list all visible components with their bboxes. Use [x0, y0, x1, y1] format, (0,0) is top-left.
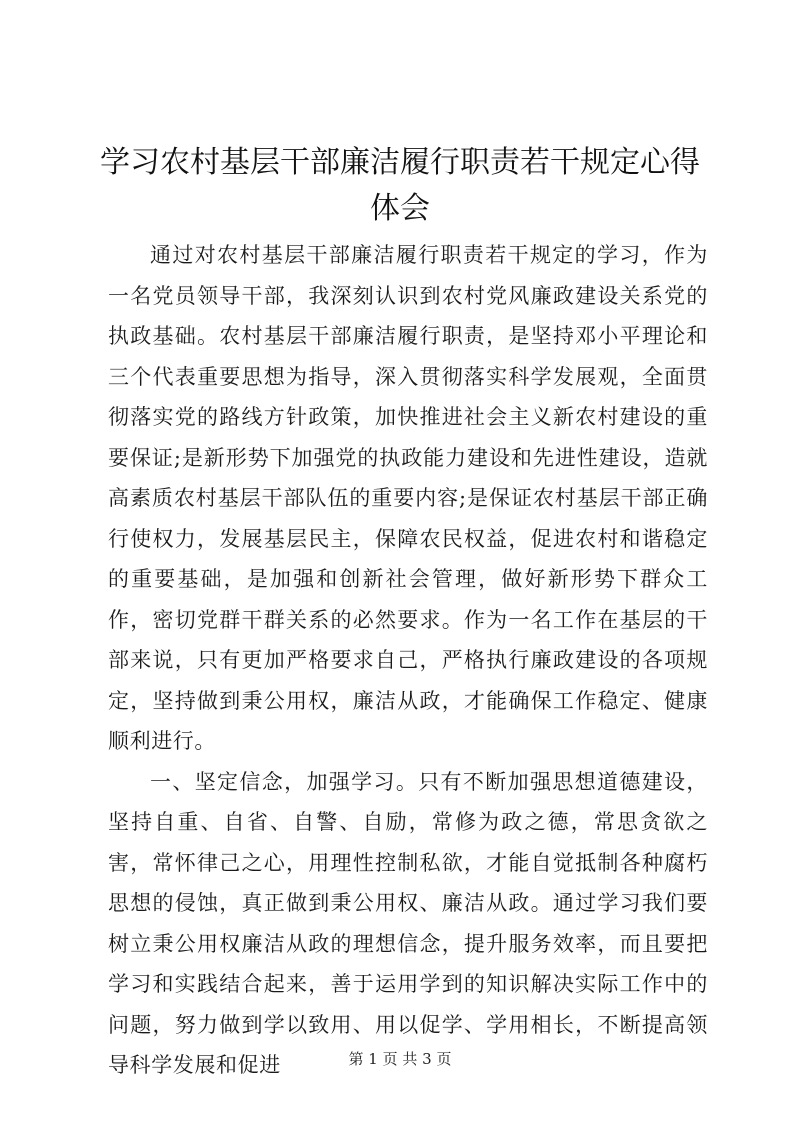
paragraph-section-one: 一、坚定信念，加强学习。只有不断加强思想道德建设，坚持自重、自省、自警、自励，常修为政之德，常思贪欲之害，常怀律己之心，用理性控制私欲，才能自觉抵制各种腐朽思想的侵蚀，真正做到秉公用权、廉洁从政。通过学习我们要树立秉公用权廉洁从政的理想信念，提升服务效率，而且要把学习和实践结合起来，善于运用学到的知识解决实际工作中的问题，努力做到学以致用、用以促学、学用相长，不断提高领导科学发展和促进 [108, 769, 708, 1077]
document-body [108, 235, 708, 1086]
document-title: 学习农村基层干部廉洁履行职责若干规定心得体会 [100, 145, 700, 226]
paragraph-intro: 通过对农村基层干部廉洁履行职责若干规定的学习，作为一名党员领导干部，我深刻认识到农村党风廉政建设关系党的执政基础。农村基层干部廉洁履行职责，是坚持邓小平理论和三个代表重要思想为指导，深入贯彻落实科学发展观，全面贯彻落实党的路线方针政策，加快推进社会主义新农村建设的重要保证;是新形势下加强党的执政能力建设和先进性建设，造就高素质农村基层干部队伍的重要内容;是保证农村基层干部正确行使权力，发展基层民主，保障农民权益，促进农村和谐稳定的重要基础，是加强和创新社会管理，做好新形势下群众工作，密切党群干群关系的必然要求。作为一名工作在基层的干部来说，只有更加严格要求自己，严格执行廉政建设的各项规定，坚持做到秉公用权，廉洁从政，才能确保工作稳定、健康顺利进行。 [108, 243, 708, 753]
page-number-footer: 第 1 页 共 3 页 [348, 1050, 452, 1068]
